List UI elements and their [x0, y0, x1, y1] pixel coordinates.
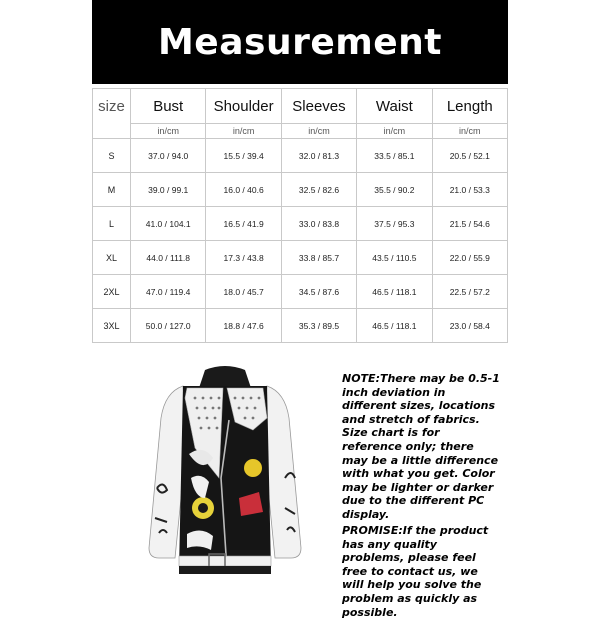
shoulder-cell: 18.8 / 47.6: [206, 309, 281, 343]
leather-jacket-product-image: [135, 358, 315, 598]
sleeves-cell: 33.8 / 85.7: [281, 241, 356, 275]
bust-cell: 47.0 / 119.4: [131, 275, 206, 309]
note-text: NOTE:There may be 0.5-1 inch deviation in different sizes, locations and stretch of fabrics. Size chart is for reference only; there may be a little difference with what you get. Color may be lighter or darker due to the different PC display.: [342, 372, 500, 521]
measurement-banner: [92, 0, 508, 84]
shoulder-cell: 16.5 / 41.9: [206, 207, 281, 241]
table-row: [93, 309, 508, 343]
unit-label: in/cm: [206, 124, 281, 139]
length-cell: 21.0 / 53.3: [432, 173, 507, 207]
size-column-header: size: [93, 89, 131, 124]
bust-cell: 44.0 / 111.8: [131, 241, 206, 275]
length-cell: 23.0 / 58.4: [432, 309, 507, 343]
length-cell: 22.5 / 57.2: [432, 275, 507, 309]
waist-cell: 35.5 / 90.2: [357, 173, 432, 207]
unit-label: in/cm: [281, 124, 356, 139]
size-chart-table: [92, 88, 508, 343]
bust-cell: 39.0 / 99.1: [131, 173, 206, 207]
bust-cell: 41.0 / 104.1: [131, 207, 206, 241]
waist-cell: 46.5 / 118.1: [357, 275, 432, 309]
column-header-sleeves: Sleeves: [281, 89, 356, 124]
bust-cell: 37.0 / 94.0: [131, 139, 206, 173]
sleeves-cell: 33.0 / 83.8: [281, 207, 356, 241]
unit-row: [93, 124, 508, 139]
table-header-row: [93, 89, 508, 124]
shoulder-cell: 17.3 / 43.8: [206, 241, 281, 275]
waist-cell: 43.5 / 110.5: [357, 241, 432, 275]
waist-cell: 33.5 / 85.1: [357, 139, 432, 173]
unit-label: in/cm: [131, 124, 206, 139]
waist-cell: 37.5 / 95.3: [357, 207, 432, 241]
waist-cell: 46.5 / 118.1: [357, 309, 432, 343]
shoulder-cell: 15.5 / 39.4: [206, 139, 281, 173]
size-cell: M: [93, 173, 131, 207]
bust-cell: 50.0 / 127.0: [131, 309, 206, 343]
sleeves-cell: 35.3 / 89.5: [281, 309, 356, 343]
unit-label: in/cm: [357, 124, 432, 139]
length-cell: 21.5 / 54.6: [432, 207, 507, 241]
column-header-shoulder: Shoulder: [206, 89, 281, 124]
size-cell: 2XL: [93, 275, 131, 309]
column-header-length: Length: [432, 89, 507, 124]
length-cell: 20.5 / 52.1: [432, 139, 507, 173]
banner-title: Measurement: [157, 21, 443, 63]
unit-label: in/cm: [432, 124, 507, 139]
unit-blank-cell: [93, 124, 131, 139]
sleeves-cell: 34.5 / 87.6: [281, 275, 356, 309]
column-header-bust: Bust: [131, 89, 206, 124]
size-cell: L: [93, 207, 131, 241]
column-header-waist: Waist: [357, 89, 432, 124]
table-row: [93, 173, 508, 207]
shoulder-cell: 18.0 / 45.7: [206, 275, 281, 309]
size-cell: 3XL: [93, 309, 131, 343]
table-row: [93, 241, 508, 275]
table-row: [93, 139, 508, 173]
length-cell: 22.0 / 55.9: [432, 241, 507, 275]
table-row: [93, 275, 508, 309]
sleeves-cell: 32.5 / 82.6: [281, 173, 356, 207]
shoulder-cell: 16.0 / 40.6: [206, 173, 281, 207]
sleeves-cell: 32.0 / 81.3: [281, 139, 356, 173]
size-cell: XL: [93, 241, 131, 275]
table-row: [93, 207, 508, 241]
promise-text: PROMISE:If the product has any quality problems, please feel free to contact us, we will help you solve the problem as quickly as possible.: [342, 524, 489, 619]
size-cell: S: [93, 139, 131, 173]
jacket-collar: [199, 366, 251, 388]
